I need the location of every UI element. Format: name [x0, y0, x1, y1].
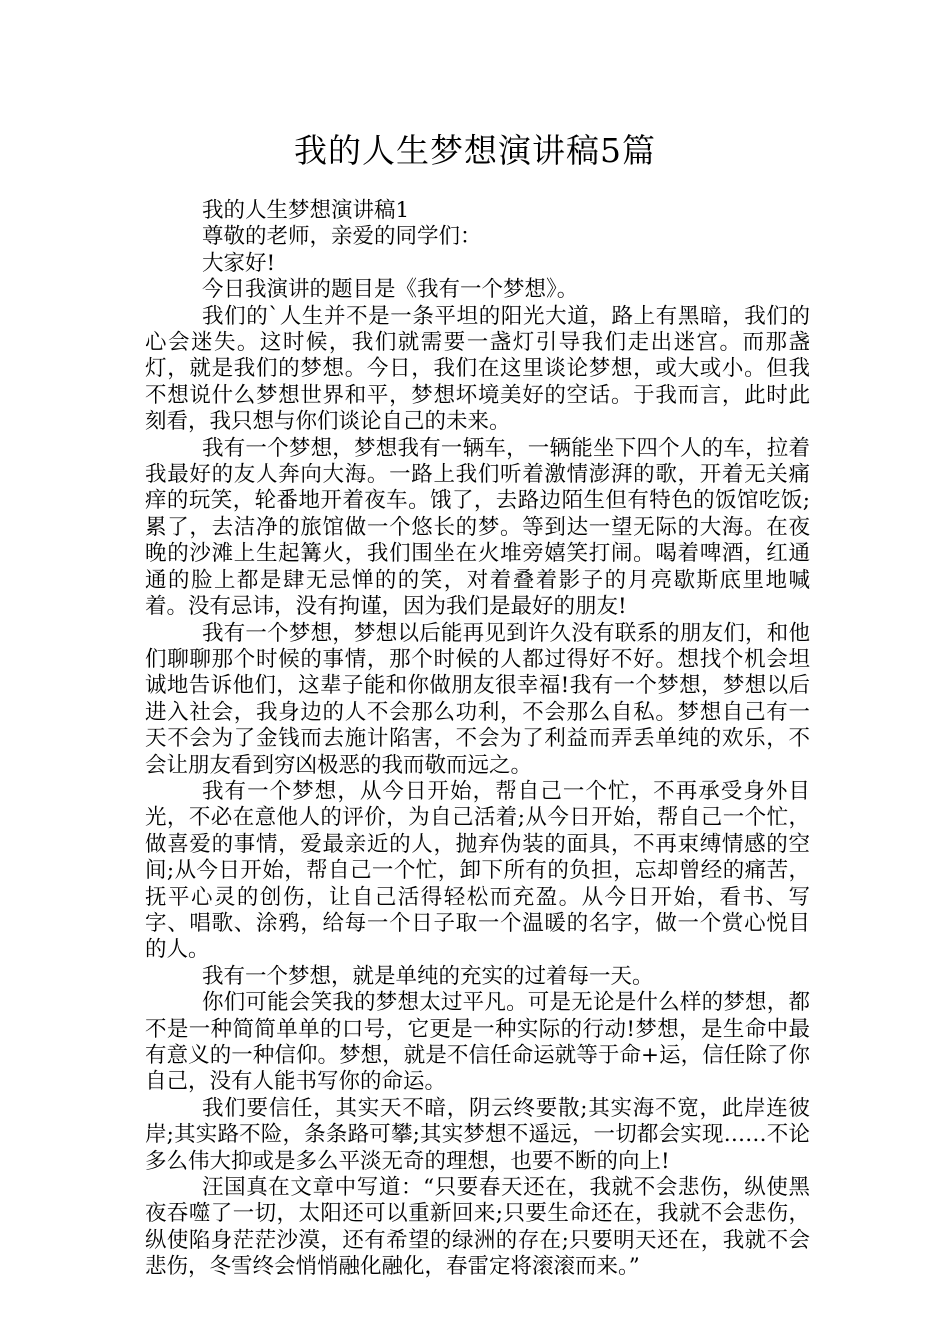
body-paragraph: 我有一个梦想，从今日开始，帮自己一个忙，不再承受身外目光，不必在意他人的评价，为自己活着;从今日开始，帮自己一个忙，做喜爱的事情，爱最亲近的人，抛弃伪装的面具，不再束缚情感的空间;从今日开始，帮自己一个忙，卸下所有的负担，忘却曾经的痛苦，抚平心灵的创伤，让自己活得轻松而充盈。从今日开始，看书、写字、唱歌、涂鸦，给每一个日子取一个温暖的名字，做一个赏心悦目的人。 — [145, 778, 810, 963]
body-paragraph: 我有一个梦想，梦想我有一辆车，一辆能坐下四个人的车，拉着我最好的友人奔向大海。一路上我们听着激情澎湃的歌，开着无关痛痒的玩笑，轮番地开着夜车。饿了，去路边陌生但有特色的饭馆吃饭;累了，去洁净的旅馆做一个悠长的梦。等到达一望无际的大海。在夜晚的沙滩上生起篝火，我们围坐在火堆旁嬉笑打闹。喝着啤酒，红通通的脸上都是肆无忌惮的的笑，对着叠着影子的月亮歇斯底里地喊着。没有忌讳，没有拘谨，因为我们是最好的朋友! — [145, 435, 810, 620]
hello-paragraph: 大家好! — [201, 250, 276, 276]
document-body — [145, 198, 810, 1281]
body-paragraph: 我们的`人生并不是一条平坦的阳光大道，路上有黑暗，我们的心会迷失。这时候，我们就需要一盏灯引导我们走出迷宫。而那盏灯，就是我们的梦想。今日，我们在这里谈论梦想，或大或小。但我不想说什么梦想世界和平，梦想坏境美好的空话。于我而言，此时此刻看，我只想与你们谈论自己的未来。 — [145, 303, 810, 435]
body-paragraph: 我有一个梦想，梦想以后能再见到许久没有联系的朋友们，和他们聊聊那个时候的事情，那个时候的人都过得好不好。想找个机会坦诚地告诉他们，这辈子能和你做朋友很幸福!我有一个梦想，梦想以后进入社会，我身边的人不会那么功利，不会那么自私。梦想自己有一天不会为了金钱而去施计陷害，不会为了利益而弄丢单纯的欢乐，不会让朋友看到穷凶极恶的我而敬而远之。 — [145, 620, 810, 778]
body-paragraph: 我们要信任，其实天不暗，阴云终要散;其实海不宽，此岸连彼岸;其实路不险，条条路可攀;其实梦想不遥远，一切都会实现……不论多么伟大抑或是多么平淡无奇的理想，也要不断的向上! — [145, 1095, 810, 1174]
body-paragraph: 你们可能会笑我的梦想太过平凡。可是无论是什么样的梦想，都不是一种简简单单的口号，它更是一种实际的行动!梦想，是生命中最有意义的一种信仰。梦想，就是不信任命运就等于命+运，信任除了你自己，没有人能书写你的命运。 — [145, 990, 810, 1095]
subtitle-paragraph: 我的人生梦想演讲稿1 — [201, 198, 410, 223]
topic-paragraph: 今日我演讲的题目是《我有一个梦想》。 — [201, 277, 579, 303]
document-title: 我的人生梦想演讲稿5篇 — [294, 131, 656, 170]
greeting-paragraph: 尊敬的老师，亲爱的同学们： — [201, 224, 482, 250]
body-paragraph: 我有一个梦想，就是单纯的充实的过着每一天。 — [201, 963, 654, 989]
quote-paragraph: 汪国真在文章中写道：“只要春天还在，我就不会悲伤，纵使黑夜吞噬了一切，太阳还可以重新回来;只要生命还在，我就不会悲伤，纵使陷身茫茫沙漠，还有希望的绿洲的存在;只要明天还在，我就不会悲伤，冬雪终会悄悄融化融化，春雷定将滚滚而来。” — [145, 1175, 810, 1280]
